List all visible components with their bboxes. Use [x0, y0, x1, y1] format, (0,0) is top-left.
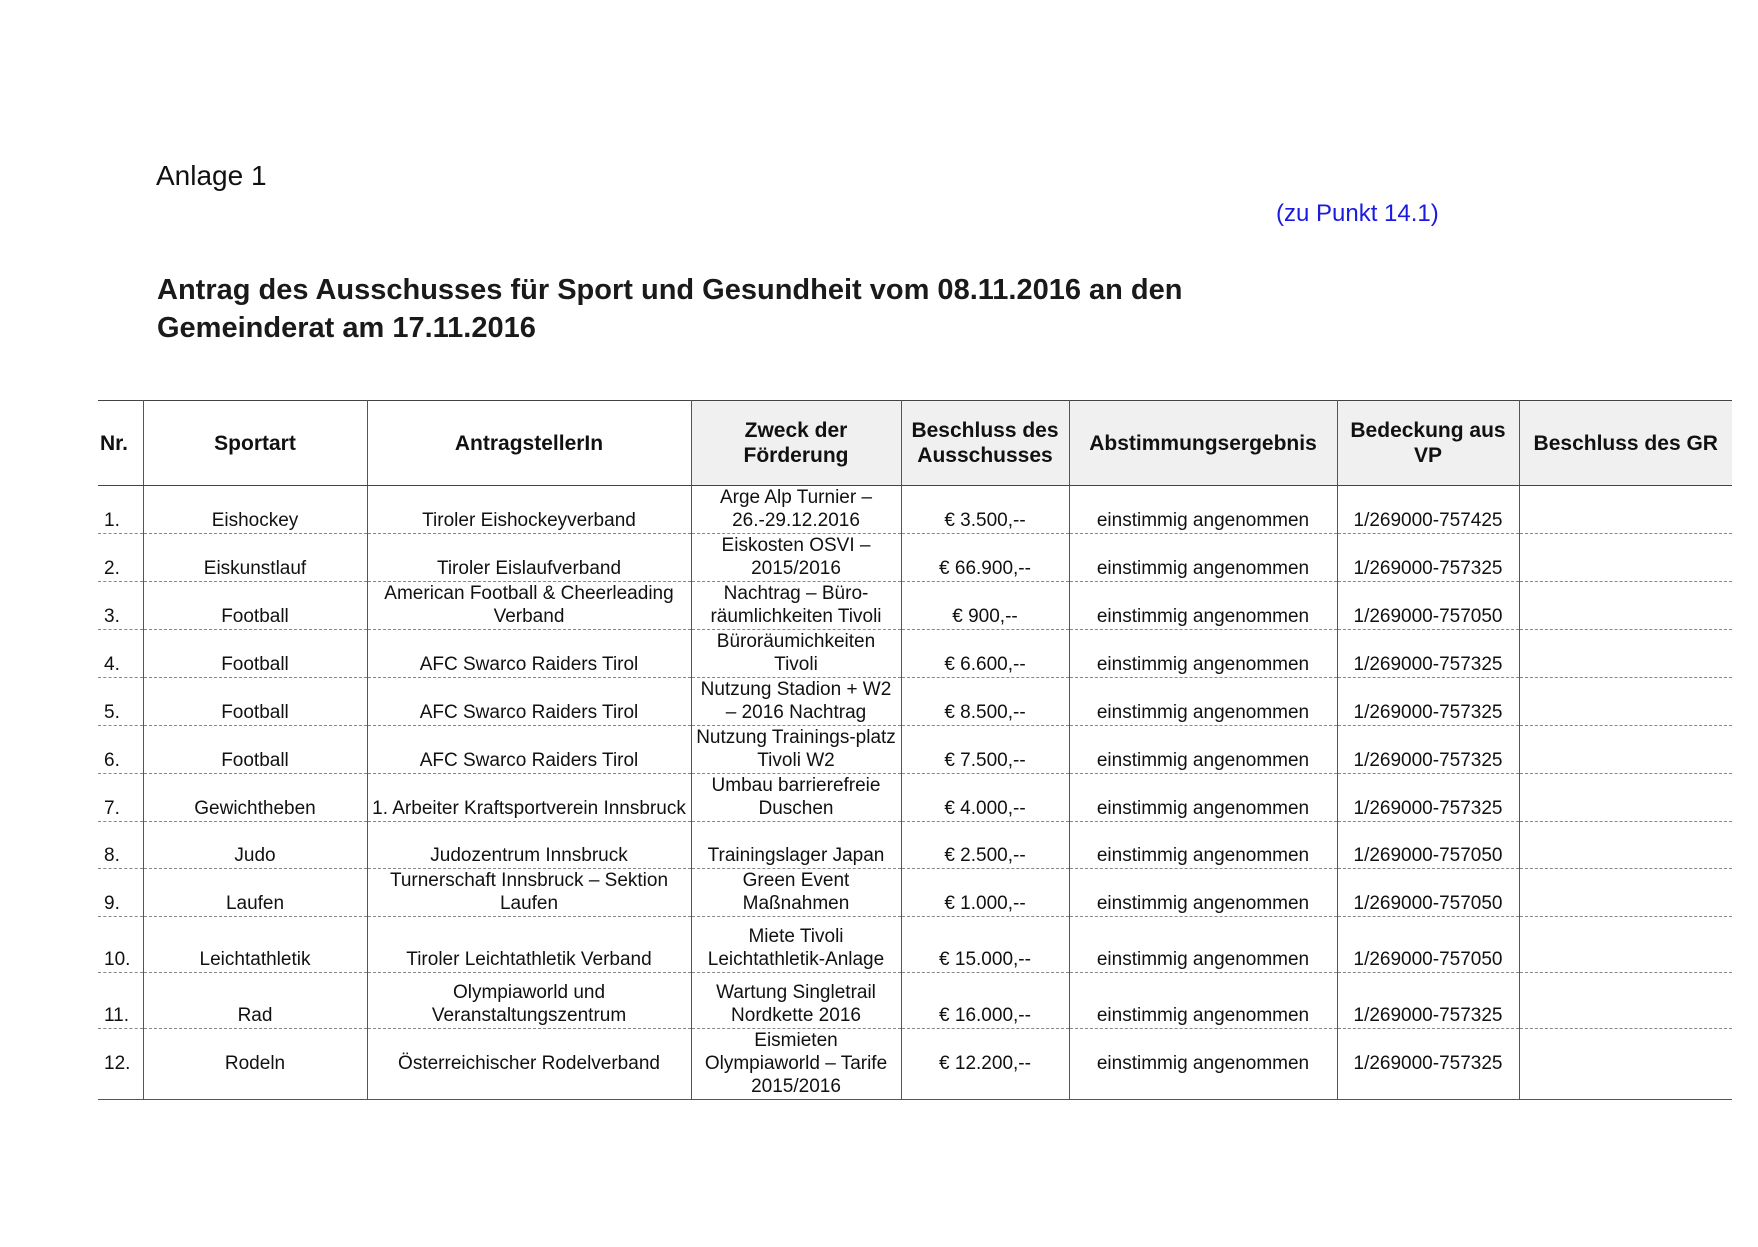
cell-bedeckung: 1/269000-757325	[1337, 1029, 1519, 1100]
cell-antragsteller: Olympiaworld und Veranstaltungszentrum	[367, 973, 691, 1029]
funding-table	[98, 400, 1732, 1100]
cell-bedeckung: 1/269000-757050	[1337, 582, 1519, 630]
header-beschluss-gr: Beschluss des GR	[1519, 401, 1732, 486]
cell-sportart: Gewichtheben	[143, 774, 367, 822]
cell-beschluss-gr	[1519, 630, 1732, 678]
cell-antragsteller: Turnerschaft Innsbruck – Sektion Laufen	[367, 869, 691, 917]
cell-zweck: Umbau barrierefreie Duschen	[691, 774, 901, 822]
cell-nr: 2.	[98, 534, 143, 582]
cell-antragsteller: Tiroler Eishockeyverband	[367, 486, 691, 534]
cell-nr: 12.	[98, 1029, 143, 1100]
table-row	[98, 1029, 1732, 1100]
cell-bedeckung: 1/269000-757325	[1337, 726, 1519, 774]
cell-sportart: Rad	[143, 973, 367, 1029]
cell-beschluss-ausschuss: € 2.500,--	[901, 822, 1069, 869]
cell-sportart: Laufen	[143, 869, 367, 917]
header-antragsteller: AntragstellerIn	[367, 401, 691, 486]
cell-zweck: Nutzung Trainings-platz Tivoli W2	[691, 726, 901, 774]
cell-zweck: Arge Alp Turnier – 26.-29.12.2016	[691, 486, 901, 534]
cell-beschluss-gr	[1519, 726, 1732, 774]
table-row	[98, 678, 1732, 726]
cell-beschluss-gr	[1519, 973, 1732, 1029]
cell-sportart: Football	[143, 630, 367, 678]
title-line-1: Antrag des Ausschusses für Sport und Gesundheit vom 08.11.2016 an den	[157, 274, 1183, 306]
cell-zweck: Büroräumichkeiten Tivoli	[691, 630, 901, 678]
cell-sportart: Eiskunstlauf	[143, 534, 367, 582]
cell-antragsteller: Tiroler Eislaufverband	[367, 534, 691, 582]
table-row	[98, 582, 1732, 630]
cell-abstimmung: einstimmig angenommen	[1069, 630, 1337, 678]
cell-bedeckung: 1/269000-757425	[1337, 486, 1519, 534]
header-sportart: Sportart	[143, 401, 367, 486]
cell-bedeckung: 1/269000-757325	[1337, 630, 1519, 678]
cell-zweck: Miete Tivoli Leichtathletik-Anlage	[691, 917, 901, 973]
cell-bedeckung: 1/269000-757325	[1337, 534, 1519, 582]
cell-beschluss-gr	[1519, 678, 1732, 726]
header-nr: Nr.	[98, 401, 143, 486]
cell-nr: 10.	[98, 917, 143, 973]
cell-abstimmung: einstimmig angenommen	[1069, 1029, 1337, 1100]
table-row	[98, 486, 1732, 534]
cell-sportart: Football	[143, 726, 367, 774]
table-header-row	[98, 401, 1732, 486]
cell-nr: 7.	[98, 774, 143, 822]
cell-beschluss-gr	[1519, 774, 1732, 822]
cell-sportart: Football	[143, 678, 367, 726]
cell-abstimmung: einstimmig angenommen	[1069, 726, 1337, 774]
cell-beschluss-ausschuss: € 15.000,--	[901, 917, 1069, 973]
document-title	[157, 271, 1183, 347]
cell-antragsteller: AFC Swarco Raiders Tirol	[367, 678, 691, 726]
cell-abstimmung: einstimmig angenommen	[1069, 917, 1337, 973]
cell-antragsteller: Tiroler Leichtathletik Verband	[367, 917, 691, 973]
cell-bedeckung: 1/269000-757325	[1337, 774, 1519, 822]
cell-abstimmung: einstimmig angenommen	[1069, 869, 1337, 917]
cell-beschluss-ausschuss: € 3.500,--	[901, 486, 1069, 534]
cell-abstimmung: einstimmig angenommen	[1069, 534, 1337, 582]
cell-antragsteller: Judozentrum Innsbruck	[367, 822, 691, 869]
cell-antragsteller: AFC Swarco Raiders Tirol	[367, 726, 691, 774]
agenda-reference: (zu Punkt 14.1)	[1276, 200, 1439, 227]
cell-beschluss-ausschuss: € 8.500,--	[901, 678, 1069, 726]
header-beschluss-ausschuss: Beschluss des Ausschusses	[901, 401, 1069, 486]
title-line-2: Gemeinderat am 17.11.2016	[157, 312, 536, 344]
table-row	[98, 630, 1732, 678]
cell-beschluss-ausschuss: € 66.900,--	[901, 534, 1069, 582]
cell-beschluss-gr	[1519, 486, 1732, 534]
cell-nr: 8.	[98, 822, 143, 869]
cell-beschluss-ausschuss: € 900,--	[901, 582, 1069, 630]
cell-beschluss-ausschuss: € 4.000,--	[901, 774, 1069, 822]
cell-nr: 11.	[98, 973, 143, 1029]
cell-nr: 1.	[98, 486, 143, 534]
header-abstimmung: Abstimmungsergebnis	[1069, 401, 1337, 486]
cell-beschluss-gr	[1519, 917, 1732, 973]
cell-abstimmung: einstimmig angenommen	[1069, 822, 1337, 869]
cell-nr: 9.	[98, 869, 143, 917]
cell-zweck: Eiskosten OSVI – 2015/2016	[691, 534, 901, 582]
cell-abstimmung: einstimmig angenommen	[1069, 582, 1337, 630]
cell-zweck: Trainingslager Japan	[691, 822, 901, 869]
table-row	[98, 822, 1732, 869]
cell-zweck: Wartung Singletrail Nordkette 2016	[691, 973, 901, 1029]
cell-bedeckung: 1/269000-757050	[1337, 917, 1519, 973]
cell-abstimmung: einstimmig angenommen	[1069, 774, 1337, 822]
cell-sportart: Eishockey	[143, 486, 367, 534]
cell-beschluss-ausschuss: € 16.000,--	[901, 973, 1069, 1029]
cell-beschluss-ausschuss: € 7.500,--	[901, 726, 1069, 774]
cell-sportart: Judo	[143, 822, 367, 869]
cell-beschluss-gr	[1519, 534, 1732, 582]
cell-sportart: Leichtathletik	[143, 917, 367, 973]
cell-antragsteller: AFC Swarco Raiders Tirol	[367, 630, 691, 678]
table-row	[98, 774, 1732, 822]
table-row	[98, 917, 1732, 973]
cell-zweck: Nachtrag – Büro-räumlichkeiten Tivoli	[691, 582, 901, 630]
cell-abstimmung: einstimmig angenommen	[1069, 973, 1337, 1029]
table-row	[98, 869, 1732, 917]
cell-zweck: Green Event Maßnahmen	[691, 869, 901, 917]
table-body	[98, 486, 1732, 1100]
cell-beschluss-ausschuss: € 12.200,--	[901, 1029, 1069, 1100]
cell-beschluss-gr	[1519, 1029, 1732, 1100]
cell-zweck: Eismieten Olympiaworld – Tarife 2015/2016	[691, 1029, 901, 1100]
cell-beschluss-gr	[1519, 822, 1732, 869]
cell-beschluss-ausschuss: € 6.600,--	[901, 630, 1069, 678]
cell-antragsteller: 1. Arbeiter Kraftsportverein Innsbruck	[367, 774, 691, 822]
table-row	[98, 534, 1732, 582]
cell-beschluss-ausschuss: € 1.000,--	[901, 869, 1069, 917]
header-bedeckung: Bedeckung aus VP	[1337, 401, 1519, 486]
cell-nr: 3.	[98, 582, 143, 630]
cell-beschluss-gr	[1519, 582, 1732, 630]
cell-sportart: Rodeln	[143, 1029, 367, 1100]
cell-bedeckung: 1/269000-757325	[1337, 678, 1519, 726]
table-row	[98, 726, 1732, 774]
cell-beschluss-gr	[1519, 869, 1732, 917]
cell-sportart: Football	[143, 582, 367, 630]
cell-nr: 4.	[98, 630, 143, 678]
cell-abstimmung: einstimmig angenommen	[1069, 486, 1337, 534]
cell-zweck: Nutzung Stadion + W2 – 2016 Nachtrag	[691, 678, 901, 726]
cell-nr: 6.	[98, 726, 143, 774]
cell-bedeckung: 1/269000-757325	[1337, 973, 1519, 1029]
attachment-label: Anlage 1	[156, 160, 267, 191]
cell-nr: 5.	[98, 678, 143, 726]
cell-bedeckung: 1/269000-757050	[1337, 822, 1519, 869]
cell-antragsteller: American Football & Cheerleading Verband	[367, 582, 691, 630]
header-zweck: Zweck der Förderung	[691, 401, 901, 486]
cell-antragsteller: Österreichischer Rodelverband	[367, 1029, 691, 1100]
cell-bedeckung: 1/269000-757050	[1337, 869, 1519, 917]
table-row	[98, 973, 1732, 1029]
cell-abstimmung: einstimmig angenommen	[1069, 678, 1337, 726]
